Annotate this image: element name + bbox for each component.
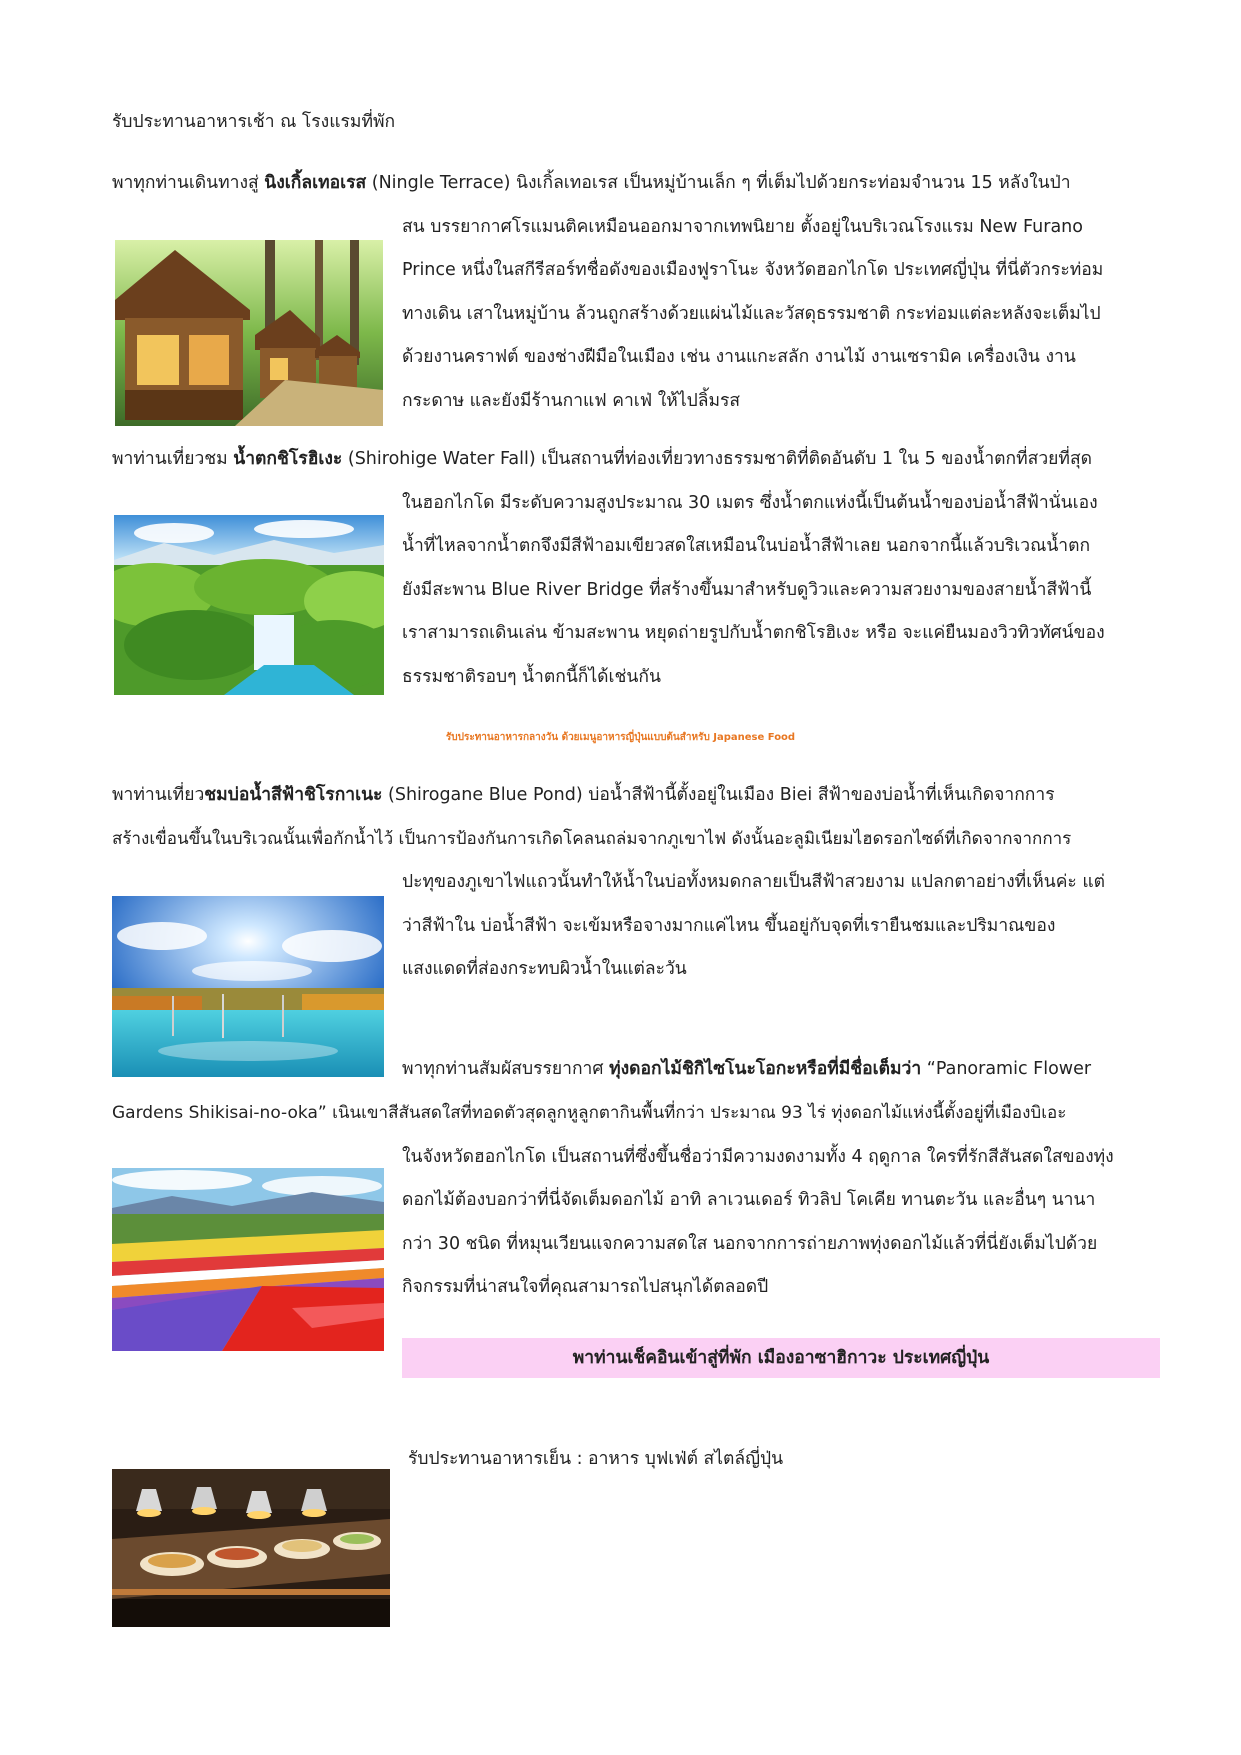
ningle-name: นิงเกิ้ลเทอเรส — [264, 173, 367, 193]
flower-line-3: ในจังหวัดฮอกไกโด เป็นสถานที่ซึ่งขึ้นชื่อว่ามีความงดงามทั้ง 4 ฤดูกาล ใครที่รักสีสันสดใสของทุ่ง — [402, 1147, 1114, 1167]
shirohige-line1-rest: (Shirohige Water Fall) เป็นสถานที่ท่องเที่ยวทางธรรมชาติที่ติดอันดับ 1 ใน 5 ของน้ำตกที่สวยที่สุด — [342, 449, 1092, 469]
flower-intro: พาทุกท่านสัมผัสบรรยากาศ — [402, 1059, 610, 1079]
checkin-banner — [402, 1338, 1160, 1378]
shirohige-name: น้ำตกชิโรฮิเงะ — [233, 449, 343, 469]
ningle-terrace-photo — [115, 240, 383, 426]
flower-garden-photo — [112, 1168, 384, 1351]
flower-line-5: กว่า 30 ชนิด ที่หมุนเวียนแจกความสดใส นอกจากการถ่ายภาพทุ่งดอกไม้แล้วที่นี่ยังเต็มไปด้วย — [402, 1234, 1098, 1254]
shirohige-waterfall-photo — [114, 515, 384, 695]
shirohige-intro: พาท่านเที่ยวชม — [112, 449, 234, 469]
ningle-line-5: ด้วยงานคราฟต์ ของช่างฝีมือในเมือง เช่น งานแกะสลัก งานไม้ งานเซรามิค เครื่องเงิน งาน — [402, 347, 1076, 367]
shirohige-line-5: เราสามารถเดินเล่น ข้ามสะพาน หยุดถ่ายรูปกับน้ำตกชิโรฮิเงะ หรือ จะแค่ยืนมองวิวทิวทัศน์ของ — [402, 623, 1105, 643]
shirohige-line-6: ธรรมชาติรอบๆ น้ำตกนี้ก็ได้เช่นกัน — [402, 667, 661, 687]
shirohige-line-1 — [112, 446, 1092, 472]
bluepond-line-2: สร้างเขื่อนขึ้นในบริเวณนั้นเพื่อกักน้ำไว้ เป็นการป้องกันการเกิดโคลนถล่มจากภูเขาไฟ ดังนั้นอะลูมิเนียมไฮดรอกไซด์ที่เกิดจากจากการ — [112, 829, 1072, 849]
lunch-heading: รับประทานอาหารกลางวัน ด้วยเมนูอาหารญี่ปุ่นแบบต้นสำหรับ Japanese Food — [445, 732, 796, 743]
bluepond-line-5: แสงแดดที่ส่องกระทบผิวน้ำในแต่ละวัน — [402, 959, 687, 979]
bluepond-name: ชมบ่อน้ำสีฟ้าชิโรกาเนะ — [204, 785, 383, 805]
bluepond-intro: พาท่านเที่ยว — [112, 785, 205, 805]
ningle-line-2: สน บรรยากาศโรแมนติคเหมือนออกมาจากเทพนิยาย ตั้งอยู่ในบริเวณโรงแรม New Furano — [402, 217, 1083, 237]
flower-line-6: กิจกรรมที่น่าสนใจที่คุณสามารถไปสนุกได้ตลอดปี — [402, 1277, 769, 1297]
breakfast-text: รับประทานอาหารเช้า ณ โรงแรมที่พัก — [112, 112, 396, 132]
ningle-intro: พาทุกท่านเดินทางสู่ — [112, 173, 265, 193]
flower-line-1 — [402, 1056, 1091, 1082]
flower-line-2: Gardens Shikisai-no-oka” เนินเขาสีสันสดใสที่ทอดตัวสุดลูกหูลูกตากินพื้นที่กว่า ประมาณ 93 ไร่ ทุ่งดอกไม้แห่งนี้ตั้งอยู่ที่เมืองบิเอะ — [112, 1103, 1067, 1123]
bluepond-line-4: ว่าสีฟ้าใน บ่อน้ำสีฟ้า จะเข้มหรือจางมากแค่ไหน ขึ้นอยู่กับจุดที่เรายืนชมและปริมาณของ — [402, 916, 1056, 936]
shirohige-line-3: น้ำที่ไหลจากน้ำตกจึงมีสีฟ้าอมเขียวสดใสเหมือนในบ่อน้ำสีฟ้าเลย นอกจากนี้แล้วบริเวณน้ำตก — [402, 536, 1091, 556]
ningle-line-1 — [112, 170, 1071, 196]
checkin-text: พาท่านเช็คอินเข้าสู่ที่พัก เมืองอาซาฮิกาวะ ประเทศญี่ปุ่น — [572, 1348, 990, 1368]
ningle-line-3: Prince หนึ่งในสกีรีสอร์ทชื่อดังของเมืองฟูราโนะ จังหวัดฮอกไกโด ประเทศญี่ปุ่น ที่นี่ตัวกระท่อม — [402, 260, 1104, 280]
bluepond-line1-rest: (Shirogane Blue Pond) บ่อน้ำสีฟ้านี้ตั้งอยู่ในเมือง Biei สีฟ้าของบ่อน้ำที่เห็นเกิดจากการ — [382, 785, 1055, 805]
blue-pond-photo — [112, 896, 384, 1077]
ningle-line1-rest: (Ningle Terrace) นิงเกิ้ลเทอเรส เป็นหมู่บ้านเล็ก ๆ ที่เต็มไปด้วยกระท่อมจำนวน 15 หลังในป่า — [366, 173, 1071, 193]
shirohige-line-4: ยังมีสะพาน Blue River Bridge ที่สร้างขึ้นมาสำหรับดูวิวและความสวยงามของสายน้ำสีฟ้านี้ — [402, 580, 1092, 600]
dinner-text: รับประทานอาหารเย็น : อาหาร บุฟเฟ่ต์ สไตล์ญี่ปุ่น — [408, 1449, 784, 1469]
flower-name: ทุ่งดอกไม้ชิกิไซโนะโอกะหรือที่มีชื่อเต็มว่า — [609, 1059, 922, 1079]
bluepond-line-3: ปะทุของภูเขาไฟแถวนั้นทำให้น้ำในบ่อทั้งหมดกลายเป็นสีฟ้าสวยงาม แปลกตาอย่างที่เห็นค่ะ แต่ — [402, 872, 1106, 892]
bluepond-line-1 — [112, 782, 1055, 808]
ningle-line-6: กระดาษ และยังมีร้านกาแฟ คาเฟ่ ให้ไปลิ้มรส — [402, 391, 741, 411]
flower-line-4: ดอกไม้ต้องบอกว่าที่นี่จัดเต็มดอกไม้ อาทิ ลาเวนเดอร์ ทิวลิป โคเคีย ทานตะวัน และอื่นๆ นานา — [402, 1190, 1096, 1210]
flower-line1-rest: “Panoramic Flower — [921, 1059, 1092, 1079]
ningle-line-4: ทางเดิน เสาในหมู่บ้าน ล้วนถูกสร้างด้วยแผ่นไม้และวัสดุธรรมชาติ กระท่อมแต่ละหลังจะเต็มไป — [402, 304, 1101, 324]
buffet-photo — [112, 1469, 390, 1627]
shirohige-line-2: ในฮอกไกโด มีระดับความสูงประมาณ 30 เมตร ซึ่งน้ำตกแห่งนี้เป็นต้นน้ำของบ่อน้ำสีฟ้านั่นเอง — [402, 493, 1098, 513]
